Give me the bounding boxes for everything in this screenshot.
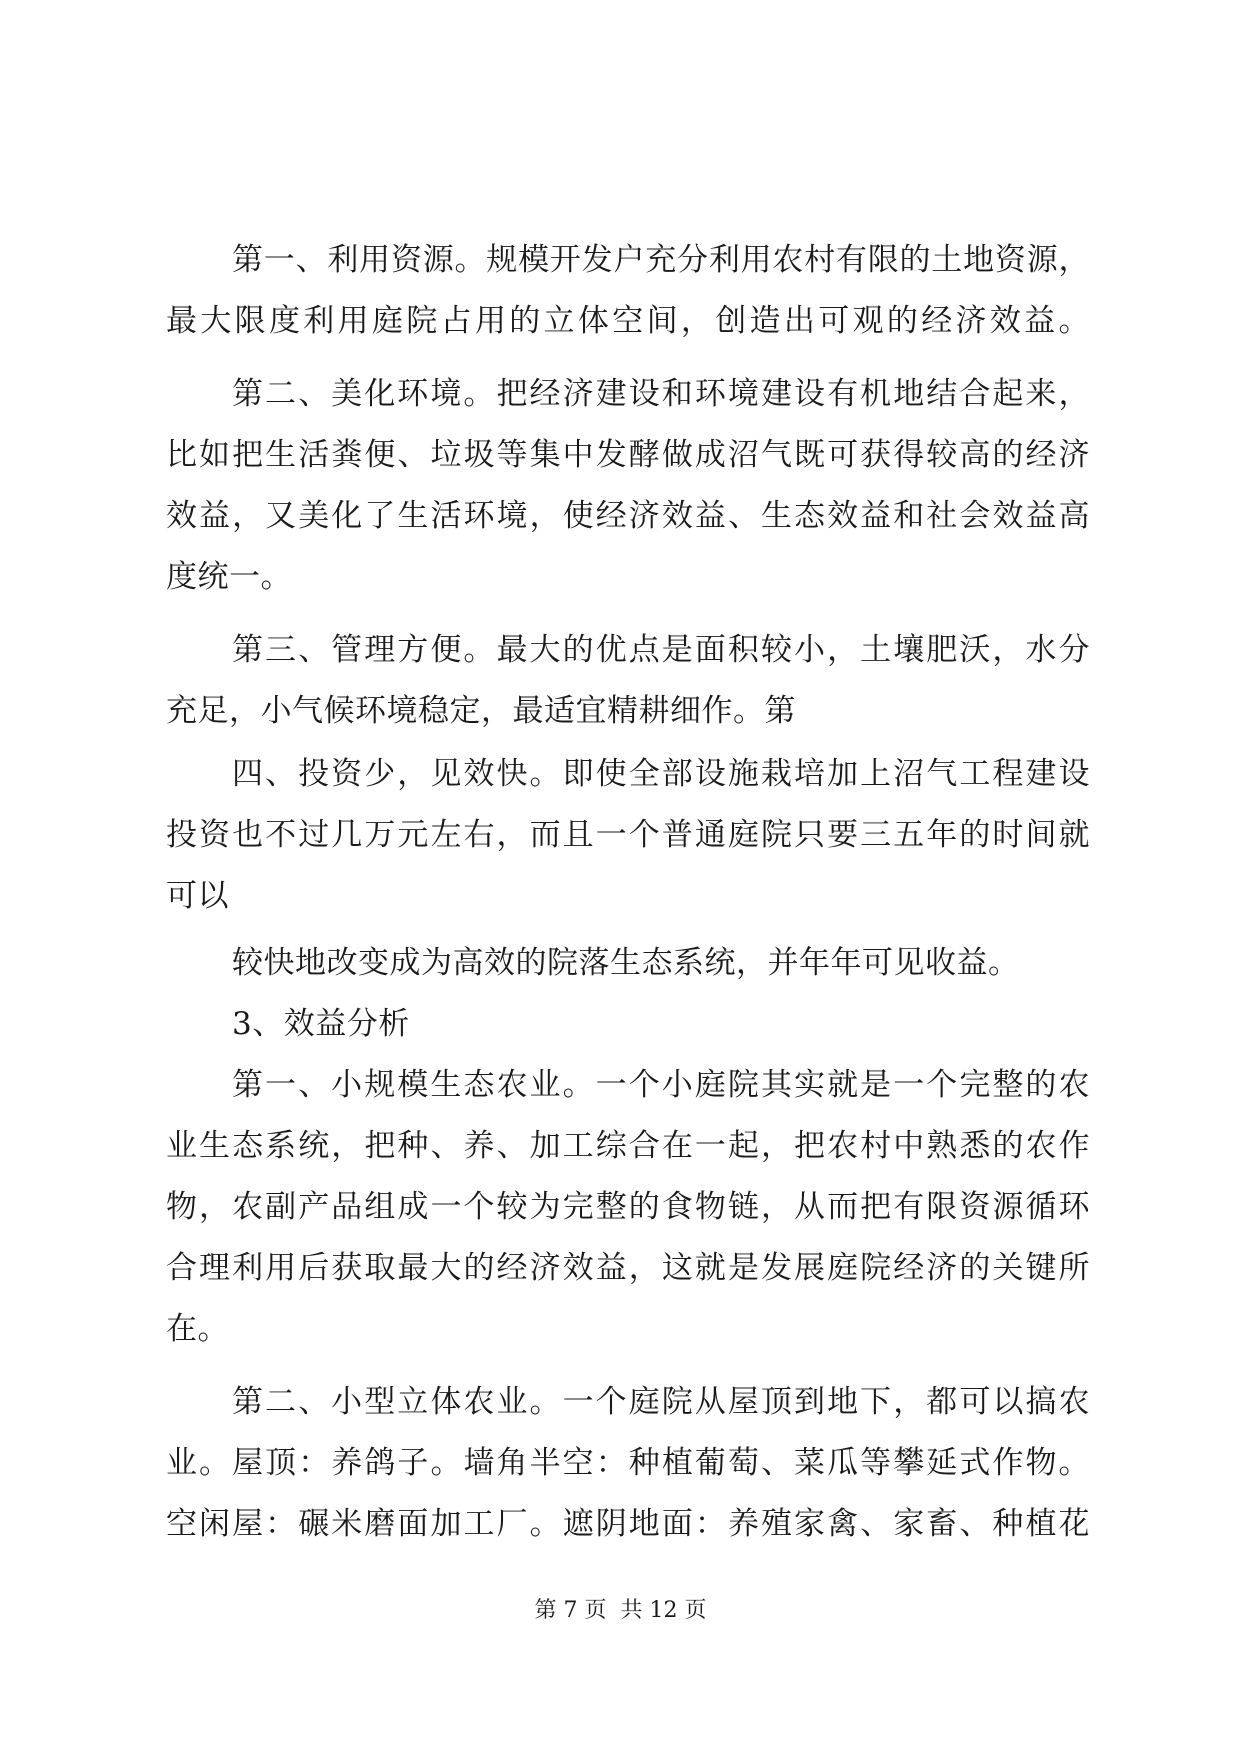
page-footer xyxy=(0,1596,1241,1626)
section-heading: 3、效益分析 xyxy=(232,1006,410,1042)
paragraph-line: 业生态系统，把种、养、加工综合在一起，把农村中熟悉的农作 xyxy=(166,1128,1090,1164)
paragraph-line: 最大限度利用庭院占用的立体空间，创造出可观的经济效益。 xyxy=(166,303,1090,339)
paragraph-line: 效益，又美化了生活环境，使经济效益、生态效益和社会效益高 xyxy=(166,498,1090,534)
paragraph-line: 第三、管理方便。最大的优点是面积较小，土壤肥沃，水分 xyxy=(232,632,1090,668)
document-body xyxy=(166,230,1090,1555)
paragraph-line: 充足，小气候环境稳定，最适宜精耕细作。第 xyxy=(166,693,796,729)
paragraph-line: 第二、美化环境。把经济建设和环境建设有机地结合起来， xyxy=(232,376,1090,412)
paragraph-line: 投资也不过几万元左右，而且一个普通庭院只要三五年的时间就 xyxy=(166,817,1090,853)
paragraph-line: 物，农副产品组成一个较为完整的食物链，从而把有限资源循环 xyxy=(166,1189,1090,1225)
paragraph-line: 度统一。 xyxy=(166,559,292,595)
paragraph-line: 四、投资少，见效快。即使全部设施栽培加上沼气工程建设 xyxy=(232,756,1090,792)
paragraph-line: 业。屋顶：养鸽子。墙角半空：种植葡萄、菜瓜等攀延式作物。 xyxy=(166,1445,1090,1481)
page-number: 第 7 页 共 12 页 xyxy=(534,1598,707,1623)
paragraph-line: 第二、小型立体农业。一个庭院从屋顶到地下，都可以搞农 xyxy=(232,1384,1090,1420)
paragraph-line: 比如把生活粪便、垃圾等集中发酵做成沼气既可获得较高的经济 xyxy=(166,437,1090,473)
paragraph-line: 合理利用后获取最大的经济效益，这就是发展庭院经济的关键所 xyxy=(166,1250,1090,1286)
paragraph-line: 较快地改变成为高效的院落生态系统，并年年可见收益。 xyxy=(232,945,1020,981)
paragraph-line: 可以 xyxy=(166,878,229,914)
paragraph-line: 空闲屋：碾米磨面加工厂。遮阴地面：养殖家禽、家畜、种植花 xyxy=(166,1506,1090,1542)
paragraph-line: 第一、小规模生态农业。一个小庭院其实就是一个完整的农 xyxy=(232,1067,1090,1103)
paragraph-line: 在。 xyxy=(166,1311,229,1347)
paragraph-line: 第一、利用资源。规模开发户充分利用农村有限的土地资源， xyxy=(232,242,1090,278)
